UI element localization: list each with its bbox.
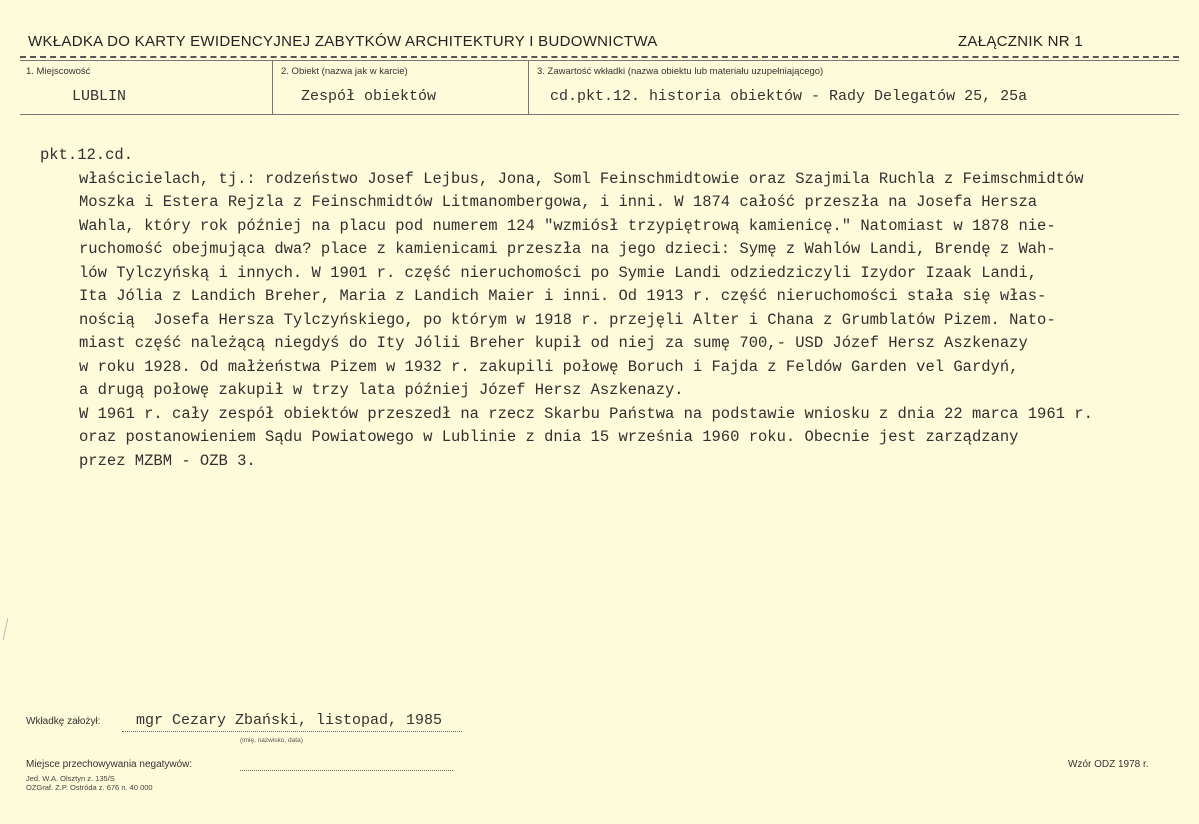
text-line: Ita Jólia z Landich Breher, Maria z Landich Maier i inni. Od 1913 r. część nieruchomości stała się włas- bbox=[79, 287, 1047, 305]
text-line: W 1961 r. cały zespół obiektów przeszedł na rzecz Skarbu Państwa na podstawie wniosku z dnia 22 marca 1961 r. bbox=[79, 404, 1093, 423]
fields-top-rule bbox=[20, 60, 1179, 61]
author-caption: (imię, nazwisko, data) bbox=[240, 737, 303, 744]
text-line: Wahla, który rok później na placu pod numerem 124 "wzmiósł trzypiętrową kamienicę." Natomiast w 1878 nie- bbox=[79, 216, 1056, 235]
author-value: mgr Cezary Zbański, listopad, 1985 bbox=[136, 712, 443, 729]
text-line: właścicielach, tj.: rodzeństwo Josef Lejbus, Jona, Soml Feinschmidtowie oraz Szajmila Ruchla z Feimschmidtów bbox=[79, 169, 1084, 188]
negatives-dotted-line bbox=[240, 770, 453, 771]
fields-bottom-rule bbox=[20, 114, 1179, 115]
field-value-locality: LUBLIN bbox=[72, 88, 127, 105]
pattern-info: Wzór ODZ 1978 r. bbox=[1068, 759, 1149, 770]
negatives-label: Miejsce przechowywania negatywów: bbox=[26, 759, 193, 770]
text-line: nością Josefa Hersza Tylczyńskiego, po którym w 1918 r. przejęli Alter i Chana z Grumblatów Pizem. Nato- bbox=[79, 310, 1056, 329]
text-line: miast część należącą niegdyś do Ity Jólii Breher kupił od niej za sumę 700,- USD Józef Hersz Aszkenazy bbox=[79, 334, 1028, 352]
print-line-1: Jed. W.A. Olsztyn z. 135/S bbox=[26, 774, 115, 783]
attachment-number: ZAŁĄCZNIK NR 1 bbox=[957, 33, 1083, 50]
text-line: a drugą połowę zakupił w trzy lata później Józef Hersz Aszkenazy. bbox=[79, 381, 684, 399]
field-value-contents: cd.pkt.12. historia obiektów - Rady Delegatów 25, 25a bbox=[550, 88, 1028, 105]
header-rule bbox=[20, 56, 1179, 58]
text-line: oraz postanowieniem Sądu Powiatowego w Lublinie z dnia 15 września 1960 roku. Obecnie jest zarządzany bbox=[79, 428, 1019, 446]
text-line: lów Tylczyńską i innych. W 1901 r. część nieruchomości po Symie Landi odziedziczyli Izydor Izaak Landi, bbox=[79, 263, 1038, 282]
text-line: w roku 1928. Od małżeństwa Pizem w 1932 r. zakupili połowę Boruch i Fajda z Feldów Garden vel Gardyń, bbox=[79, 357, 1019, 376]
field-label-object: 2. Obiekt (nazwa jak w karcie) bbox=[281, 66, 408, 77]
field-value-object: Zespół obiektów bbox=[301, 88, 437, 105]
field-divider-1 bbox=[272, 61, 273, 114]
margin-mark bbox=[3, 618, 9, 640]
text-line: ruchomość obejmująca dwa? place z kamienicami przeszła na jego dzieci: Symę z Wahlów Landi, Brendę z Wah- bbox=[79, 240, 1056, 258]
text-line: przez MZBM - OZB 3. bbox=[79, 451, 256, 470]
field-label-locality: 1. Miejscowość bbox=[26, 66, 91, 77]
form-title: WKŁADKA DO KARTY EWIDENCYJNEJ ZABYTKÓW ARCHITEKTURY I BUDOWNICTWA bbox=[28, 33, 658, 50]
text-line: Moszka i Estera Rejzla z Feinschmidtów Litmanombergowa, i inni. W 1874 całość przeszła na Josefa Hersza bbox=[79, 193, 1038, 211]
field-divider-2 bbox=[528, 61, 529, 114]
print-line-2: OZGraf. Z.P. Ostróda z. 676 n. 40 000 bbox=[26, 783, 153, 792]
field-label-contents: 3. Zawartość wkładki (nazwa obiektu lub materiału uzupełniającego) bbox=[537, 66, 824, 77]
print-info bbox=[26, 774, 153, 792]
author-dotted-line bbox=[122, 731, 462, 732]
section-heading: pkt.12.cd. bbox=[40, 146, 134, 164]
history-text bbox=[40, 144, 1180, 473]
author-label: Wkładkę założył: bbox=[26, 716, 101, 727]
